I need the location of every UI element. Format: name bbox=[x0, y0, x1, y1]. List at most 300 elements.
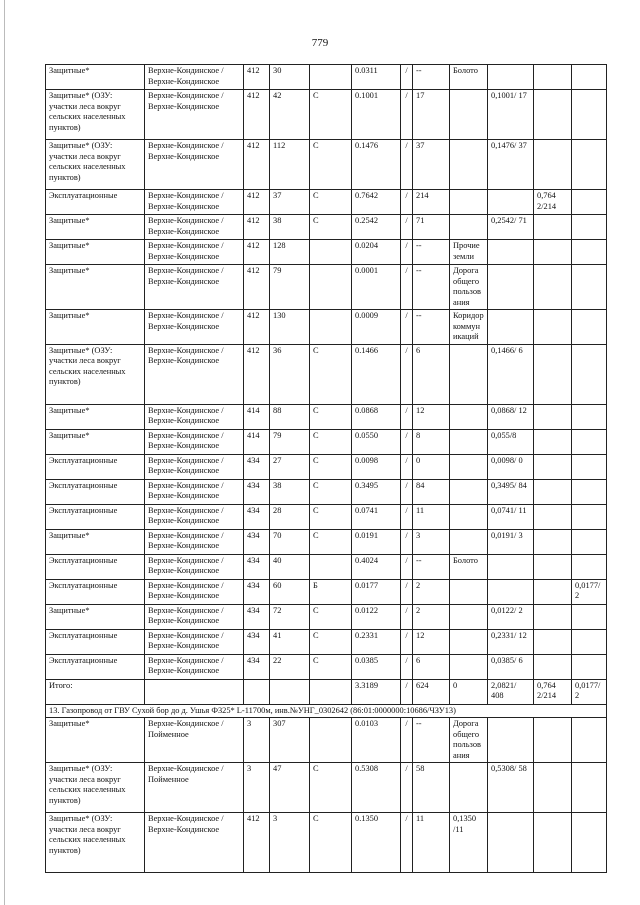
cell-note: Прочие земли bbox=[450, 240, 488, 265]
cell-v2: 2 bbox=[413, 604, 450, 629]
cell-v2: 12 bbox=[413, 629, 450, 654]
cell-bon bbox=[310, 310, 352, 345]
cell-area: 0.0550 bbox=[352, 429, 401, 454]
cell-lvz: Верхне-Кондинское / Пойменное bbox=[145, 763, 244, 813]
cell-v2: 17 bbox=[413, 90, 450, 140]
table-row bbox=[46, 140, 607, 190]
cell-b bbox=[534, 579, 572, 604]
cell-area: 0.2542 bbox=[352, 215, 401, 240]
cell-v2: 58 bbox=[413, 763, 450, 813]
cell-c bbox=[572, 344, 607, 404]
cell-v: 128 bbox=[270, 240, 310, 265]
cell-v: 79 bbox=[270, 265, 310, 310]
forest-plots-table bbox=[45, 64, 607, 873]
cell-bon: С bbox=[310, 604, 352, 629]
cell-lvz: Верхне-Кондинское / Верхне-Кондинское bbox=[145, 479, 244, 504]
cell-sep: / bbox=[401, 215, 413, 240]
cell-c bbox=[572, 90, 607, 140]
cell-cat: Защитные* (ОЗУ: участки леса вокруг сельских населенных пунктов) bbox=[46, 344, 145, 404]
cell-a bbox=[488, 65, 534, 90]
cell-v2: 2 bbox=[413, 579, 450, 604]
cell-b bbox=[534, 629, 572, 654]
page-number: 779 bbox=[311, 37, 329, 49]
cell-area: 0.7642 bbox=[352, 190, 401, 215]
cell-a: 0,2331/ 12 bbox=[488, 629, 534, 654]
cell-lvz: Верхне-Кондинское / Верхне-Кондинское bbox=[145, 65, 244, 90]
cell-lvz: Верхне-Кондинское / Верхне-Кондинское bbox=[145, 190, 244, 215]
cell-v: 88 bbox=[270, 404, 310, 429]
cell-a bbox=[488, 718, 534, 763]
cell-area: 0.1001 bbox=[352, 90, 401, 140]
cell-sep: / bbox=[401, 529, 413, 554]
cell-area: 0.0103 bbox=[352, 718, 401, 763]
cell-lvz: Верхне-Кондинское / Верхне-Кондинское bbox=[145, 310, 244, 345]
cell-area: 0.0001 bbox=[352, 265, 401, 310]
cell-v2: -- bbox=[413, 718, 450, 763]
cell-v: 22 bbox=[270, 654, 310, 679]
cell-c bbox=[572, 215, 607, 240]
cell-note bbox=[450, 215, 488, 240]
cell-a: 2,0821/ 408 bbox=[488, 679, 534, 704]
cell-lvz: Верхне-Кондинское / Верхне-Кондинское bbox=[145, 240, 244, 265]
cell-bon: С bbox=[310, 404, 352, 429]
cell-lvz: Верхне-Кондинское / Верхне-Кондинское bbox=[145, 529, 244, 554]
cell-q: 412 bbox=[244, 813, 270, 873]
cell-c bbox=[572, 604, 607, 629]
cell-sep: / bbox=[401, 554, 413, 579]
total-row bbox=[46, 679, 607, 704]
cell-q: 412 bbox=[244, 265, 270, 310]
cell-area: 0.1476 bbox=[352, 140, 401, 190]
cell-v: 42 bbox=[270, 90, 310, 140]
cell-c bbox=[572, 404, 607, 429]
cell-cat: Защитные* (ОЗУ: участки леса вокруг сельских населенных пунктов) bbox=[46, 813, 145, 873]
cell-v: 3 bbox=[270, 813, 310, 873]
cell-bon: С bbox=[310, 215, 352, 240]
cell-c bbox=[572, 504, 607, 529]
cell-c bbox=[572, 654, 607, 679]
cell-b: 0,764 2/214 bbox=[534, 190, 572, 215]
cell-cat: Итого: bbox=[46, 679, 145, 704]
table-row bbox=[46, 454, 607, 479]
table-row bbox=[46, 240, 607, 265]
cell-b bbox=[534, 554, 572, 579]
cell-cat: Защитные* bbox=[46, 718, 145, 763]
cell-lvz: Верхне-Кондинское / Пойменное bbox=[145, 718, 244, 763]
cell-cat: Защитные* bbox=[46, 429, 145, 454]
table-row bbox=[46, 529, 607, 554]
cell-c bbox=[572, 813, 607, 873]
cell-q: 434 bbox=[244, 629, 270, 654]
cell-cat: Защитные* bbox=[46, 529, 145, 554]
table-row bbox=[46, 265, 607, 310]
cell-cat: Защитные* (ОЗУ: участки леса вокруг сельских населенных пунктов) bbox=[46, 90, 145, 140]
cell-note bbox=[450, 629, 488, 654]
cell-sep: / bbox=[401, 65, 413, 90]
cell-sep: / bbox=[401, 579, 413, 604]
cell-c: 0,0177/2 bbox=[572, 679, 607, 704]
cell-a bbox=[488, 813, 534, 873]
cell-sep: / bbox=[401, 429, 413, 454]
cell-a: 0,1001/ 17 bbox=[488, 90, 534, 140]
cell-q: 414 bbox=[244, 429, 270, 454]
cell-c bbox=[572, 265, 607, 310]
cell-bon: С bbox=[310, 190, 352, 215]
cell-cat: Эксплуатационные bbox=[46, 190, 145, 215]
cell-cat: Защитные* bbox=[46, 215, 145, 240]
cell-b bbox=[534, 140, 572, 190]
cell-sep: / bbox=[401, 310, 413, 345]
cell-cat: Защитные* bbox=[46, 310, 145, 345]
table-row bbox=[46, 190, 607, 215]
cell-c bbox=[572, 190, 607, 215]
cell-b bbox=[534, 718, 572, 763]
cell-note bbox=[450, 504, 488, 529]
cell-cat: Защитные* bbox=[46, 604, 145, 629]
cell-area: 0.4024 bbox=[352, 554, 401, 579]
cell-q: 412 bbox=[244, 90, 270, 140]
table-row bbox=[46, 718, 607, 763]
cell-note bbox=[450, 344, 488, 404]
cell-note: 0,1350 /11 bbox=[450, 813, 488, 873]
cell-v: 38 bbox=[270, 479, 310, 504]
cell-b bbox=[534, 429, 572, 454]
cell-lvz: Верхне-Кондинское / Верхне-Кондинское bbox=[145, 90, 244, 140]
cell-v2: 12 bbox=[413, 404, 450, 429]
cell-v bbox=[270, 679, 310, 704]
cell-q: 434 bbox=[244, 529, 270, 554]
page-edge-line bbox=[4, 0, 5, 905]
cell-sep: / bbox=[401, 344, 413, 404]
cell-sep: / bbox=[401, 504, 413, 529]
cell-bon: С bbox=[310, 504, 352, 529]
cell-b bbox=[534, 504, 572, 529]
cell-v: 130 bbox=[270, 310, 310, 345]
cell-note bbox=[450, 479, 488, 504]
cell-bon: Б bbox=[310, 579, 352, 604]
cell-cat: Эксплуатационные bbox=[46, 504, 145, 529]
cell-v2: 8 bbox=[413, 429, 450, 454]
cell-b bbox=[534, 479, 572, 504]
cell-sep: / bbox=[401, 190, 413, 215]
cell-a: 0,0868/ 12 bbox=[488, 404, 534, 429]
table-row bbox=[46, 310, 607, 345]
cell-bon bbox=[310, 240, 352, 265]
cell-lvz: Верхне-Кондинское / Верхне-Кондинское bbox=[145, 429, 244, 454]
cell-b bbox=[534, 215, 572, 240]
cell-bon bbox=[310, 554, 352, 579]
cell-b bbox=[534, 90, 572, 140]
cell-sep: / bbox=[401, 679, 413, 704]
cell-bon: С bbox=[310, 344, 352, 404]
cell-q: 434 bbox=[244, 479, 270, 504]
cell-area: 0.0204 bbox=[352, 240, 401, 265]
cell-v2: -- bbox=[413, 240, 450, 265]
cell-cat: Эксплуатационные bbox=[46, 579, 145, 604]
cell-cat: Защитные* bbox=[46, 404, 145, 429]
table-row bbox=[46, 215, 607, 240]
cell-q: 3 bbox=[244, 718, 270, 763]
cell-v2: -- bbox=[413, 310, 450, 345]
table-row bbox=[46, 604, 607, 629]
cell-area: 0.0098 bbox=[352, 454, 401, 479]
cell-v2: 84 bbox=[413, 479, 450, 504]
cell-v2: -- bbox=[413, 265, 450, 310]
cell-c bbox=[572, 65, 607, 90]
cell-bon bbox=[310, 65, 352, 90]
cell-cat: Защитные* bbox=[46, 240, 145, 265]
cell-a: 0,0098/ 0 bbox=[488, 454, 534, 479]
cell-q: 434 bbox=[244, 579, 270, 604]
cell-bon: С bbox=[310, 140, 352, 190]
cell-note bbox=[450, 604, 488, 629]
cell-a: 0,0122/ 2 bbox=[488, 604, 534, 629]
table-row bbox=[46, 579, 607, 604]
cell-area: 3.3189 bbox=[352, 679, 401, 704]
cell-note bbox=[450, 579, 488, 604]
cell-b bbox=[534, 604, 572, 629]
cell-q: 412 bbox=[244, 65, 270, 90]
cell-v: 40 bbox=[270, 554, 310, 579]
cell-area: 0.0122 bbox=[352, 604, 401, 629]
table-row bbox=[46, 90, 607, 140]
cell-c bbox=[572, 310, 607, 345]
cell-cat: Эксплуатационные bbox=[46, 629, 145, 654]
cell-a bbox=[488, 579, 534, 604]
cell-bon: С bbox=[310, 479, 352, 504]
cell-lvz: Верхне-Кондинское / Верхне-Кондинское bbox=[145, 140, 244, 190]
cell-lvz: Верхне-Кондинское / Верхне-Кондинское bbox=[145, 813, 244, 873]
cell-bon: С bbox=[310, 90, 352, 140]
cell-a: 0,055/8 bbox=[488, 429, 534, 454]
cell-note: Болото bbox=[450, 65, 488, 90]
cell-bon: С bbox=[310, 529, 352, 554]
cell-sep: / bbox=[401, 604, 413, 629]
cell-v2: 71 bbox=[413, 215, 450, 240]
cell-a: 0,0191/ 3 bbox=[488, 529, 534, 554]
cell-area: 0.0177 bbox=[352, 579, 401, 604]
cell-bon bbox=[310, 718, 352, 763]
cell-q: 414 bbox=[244, 404, 270, 429]
cell-q: 412 bbox=[244, 344, 270, 404]
cell-a: 0,3495/ 84 bbox=[488, 479, 534, 504]
cell-c bbox=[572, 454, 607, 479]
cell-bon bbox=[310, 265, 352, 310]
cell-b bbox=[534, 763, 572, 813]
cell-sep: / bbox=[401, 90, 413, 140]
cell-q: 434 bbox=[244, 554, 270, 579]
cell-bon: С bbox=[310, 654, 352, 679]
cell-v: 37 bbox=[270, 190, 310, 215]
cell-a: 0,1476/ 37 bbox=[488, 140, 534, 190]
cell-v: 28 bbox=[270, 504, 310, 529]
cell-area: 0.1350 bbox=[352, 813, 401, 873]
cell-a: 0,1466/ 6 bbox=[488, 344, 534, 404]
cell-v2: 6 bbox=[413, 344, 450, 404]
cell-sep: / bbox=[401, 763, 413, 813]
cell-note bbox=[450, 654, 488, 679]
cell-c bbox=[572, 240, 607, 265]
cell-bon: С bbox=[310, 813, 352, 873]
cell-q bbox=[244, 679, 270, 704]
cell-b bbox=[534, 529, 572, 554]
cell-q: 412 bbox=[244, 310, 270, 345]
cell-q: 412 bbox=[244, 240, 270, 265]
cell-cat: Эксплуатационные bbox=[46, 554, 145, 579]
cell-lvz: Верхне-Кондинское / Верхне-Кондинское bbox=[145, 629, 244, 654]
cell-lvz: Верхне-Кондинское / Верхне-Кондинское bbox=[145, 654, 244, 679]
cell-area: 0.0385 bbox=[352, 654, 401, 679]
cell-b bbox=[534, 654, 572, 679]
cell-area: 0.3495 bbox=[352, 479, 401, 504]
cell-note: Дорога общего пользования bbox=[450, 265, 488, 310]
cell-c bbox=[572, 429, 607, 454]
cell-sep: / bbox=[401, 265, 413, 310]
cell-lvz: Верхне-Кондинское / Верхне-Кондинское bbox=[145, 344, 244, 404]
cell-sep: / bbox=[401, 404, 413, 429]
cell-c bbox=[572, 479, 607, 504]
section-header-row bbox=[46, 704, 607, 718]
cell-a bbox=[488, 240, 534, 265]
cell-sep: / bbox=[401, 718, 413, 763]
cell-bon: С bbox=[310, 629, 352, 654]
cell-b bbox=[534, 454, 572, 479]
cell-lvz: Верхне-Кондинское / Верхне-Кондинское bbox=[145, 265, 244, 310]
cell-v: 307 bbox=[270, 718, 310, 763]
cell-q: 412 bbox=[244, 215, 270, 240]
cell-cat: Эксплуатационные bbox=[46, 479, 145, 504]
cell-a bbox=[488, 554, 534, 579]
cell-c bbox=[572, 629, 607, 654]
cell-v2: 11 bbox=[413, 504, 450, 529]
cell-q: 434 bbox=[244, 504, 270, 529]
cell-lvz: Верхне-Кондинское / Верхне-Кондинское bbox=[145, 504, 244, 529]
cell-q: 434 bbox=[244, 604, 270, 629]
cell-lvz: Верхне-Кондинское / Верхне-Кондинское bbox=[145, 215, 244, 240]
cell-area: 0.0009 bbox=[352, 310, 401, 345]
cell-v: 112 bbox=[270, 140, 310, 190]
cell-note bbox=[450, 763, 488, 813]
cell-note bbox=[450, 529, 488, 554]
cell-v: 30 bbox=[270, 65, 310, 90]
cell-v2: 37 bbox=[413, 140, 450, 190]
cell-cat: Защитные* bbox=[46, 65, 145, 90]
cell-sep: / bbox=[401, 479, 413, 504]
cell-q: 412 bbox=[244, 190, 270, 215]
cell-c bbox=[572, 529, 607, 554]
cell-note bbox=[450, 90, 488, 140]
cell-v2: -- bbox=[413, 65, 450, 90]
cell-v: 79 bbox=[270, 429, 310, 454]
cell-a: 0,0741/ 11 bbox=[488, 504, 534, 529]
table-row bbox=[46, 479, 607, 504]
cell-c: 0,0177/2 bbox=[572, 579, 607, 604]
cell-b: 0,764 2/214 bbox=[534, 679, 572, 704]
cell-cat: Защитные* (ОЗУ: участки леса вокруг сельских населенных пунктов) bbox=[46, 140, 145, 190]
cell-v: 38 bbox=[270, 215, 310, 240]
table-row bbox=[46, 629, 607, 654]
cell-bon: С bbox=[310, 429, 352, 454]
cell-b bbox=[534, 310, 572, 345]
cell-sep: / bbox=[401, 813, 413, 873]
cell-a: 0,5308/ 58 bbox=[488, 763, 534, 813]
cell-c bbox=[572, 718, 607, 763]
cell-b bbox=[534, 404, 572, 429]
cell-v: 41 bbox=[270, 629, 310, 654]
cell-note: Дорога общего пользования bbox=[450, 718, 488, 763]
cell-bon: С bbox=[310, 454, 352, 479]
table-row bbox=[46, 654, 607, 679]
cell-b bbox=[534, 344, 572, 404]
cell-v: 60 bbox=[270, 579, 310, 604]
cell-lvz: Верхне-Кондинское / Верхне-Кондинское bbox=[145, 554, 244, 579]
cell-sep: / bbox=[401, 454, 413, 479]
table-row bbox=[46, 504, 607, 529]
cell-b bbox=[534, 240, 572, 265]
cell-cat: Эксплуатационные bbox=[46, 654, 145, 679]
cell-lvz: Верхне-Кондинское / Верхне-Кондинское bbox=[145, 579, 244, 604]
cell-q: 434 bbox=[244, 654, 270, 679]
cell-note bbox=[450, 140, 488, 190]
cell-sep: / bbox=[401, 140, 413, 190]
table-row bbox=[46, 763, 607, 813]
cell-a bbox=[488, 310, 534, 345]
table-row bbox=[46, 813, 607, 873]
cell-v2: 214 bbox=[413, 190, 450, 215]
cell-sep: / bbox=[401, 240, 413, 265]
section-title: 13. Газопровод от ГВУ Сухой бор до д. Ушья Ф325* L-11700м, инв.№УНГ_0302642 (86:01:0000000:10686/ЧЗУ13) bbox=[46, 704, 607, 718]
cell-a: 0,0385/ 6 bbox=[488, 654, 534, 679]
cell-a bbox=[488, 265, 534, 310]
cell-bon: С bbox=[310, 763, 352, 813]
cell-v2: 11 bbox=[413, 813, 450, 873]
cell-c bbox=[572, 554, 607, 579]
cell-sep: / bbox=[401, 654, 413, 679]
cell-v2: 624 bbox=[413, 679, 450, 704]
cell-lvz: Верхне-Кондинское / Верхне-Кондинское bbox=[145, 454, 244, 479]
cell-note: Болото bbox=[450, 554, 488, 579]
cell-q: 412 bbox=[244, 140, 270, 190]
cell-area: 0.5308 bbox=[352, 763, 401, 813]
cell-q: 434 bbox=[244, 454, 270, 479]
table-row bbox=[46, 429, 607, 454]
cell-note: Коридор коммуникаций bbox=[450, 310, 488, 345]
cell-q: 3 bbox=[244, 763, 270, 813]
cell-area: 0.0741 bbox=[352, 504, 401, 529]
cell-lvz: Верхне-Кондинское / Верхне-Кондинское bbox=[145, 604, 244, 629]
cell-bon bbox=[310, 679, 352, 704]
cell-v: 72 bbox=[270, 604, 310, 629]
table-row bbox=[46, 404, 607, 429]
table-row bbox=[46, 344, 607, 404]
table-row bbox=[46, 554, 607, 579]
cell-v: 47 bbox=[270, 763, 310, 813]
cell-area: 0.0311 bbox=[352, 65, 401, 90]
cell-v: 36 bbox=[270, 344, 310, 404]
cell-b bbox=[534, 65, 572, 90]
table-row bbox=[46, 65, 607, 90]
cell-lvz bbox=[145, 679, 244, 704]
cell-note bbox=[450, 429, 488, 454]
cell-b bbox=[534, 265, 572, 310]
cell-sep: / bbox=[401, 629, 413, 654]
cell-cat: Защитные* (ОЗУ: участки леса вокруг сельских населенных пунктов) bbox=[46, 763, 145, 813]
cell-c bbox=[572, 140, 607, 190]
cell-v2: -- bbox=[413, 554, 450, 579]
cell-v2: 6 bbox=[413, 654, 450, 679]
cell-note bbox=[450, 190, 488, 215]
cell-a: 0,2542/ 71 bbox=[488, 215, 534, 240]
